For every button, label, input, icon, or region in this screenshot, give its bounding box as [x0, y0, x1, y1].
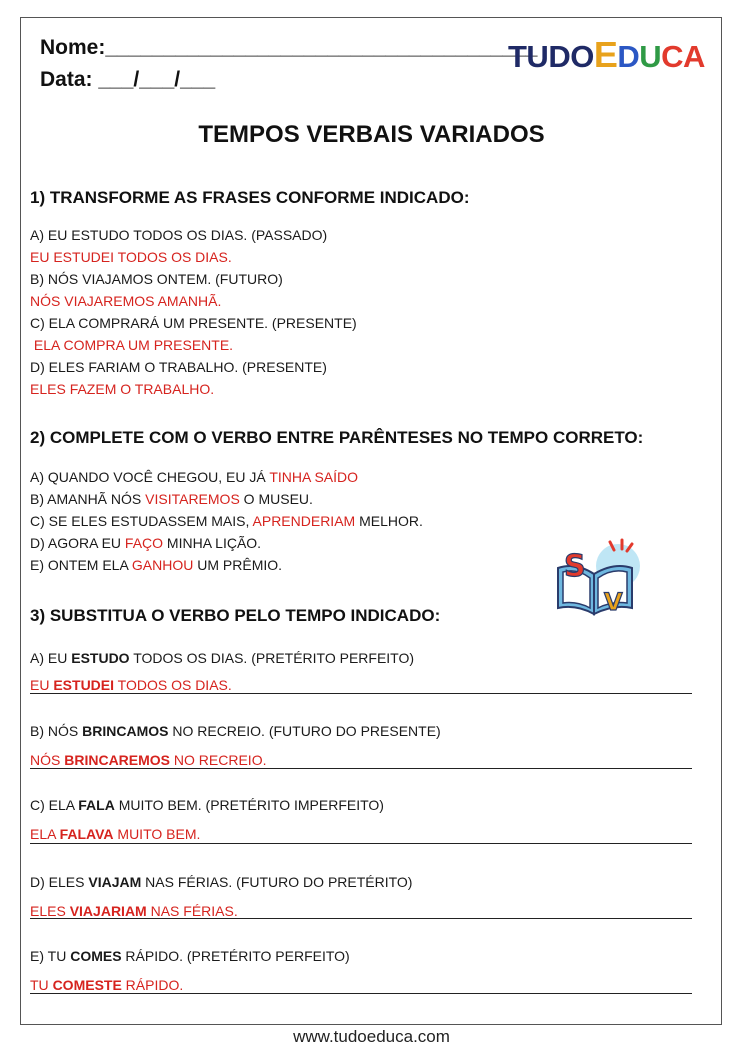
s2-verb-e: GANHOU	[131, 557, 194, 573]
s3-answer-d: ELES VIAJARIAM NAS FÉRIAS.	[30, 903, 238, 919]
s3-question-d: D) ELES VIAJAM NAS FÉRIAS. (FUTURO DO PRETÉRITO)	[30, 874, 413, 890]
s1-answer-c: ELA COMPRA UM PRESENTE.	[30, 337, 234, 353]
name-line: Nome:_____________________________________	[40, 36, 538, 59]
s3-question-c: C) ELA FALA MUITO BEM. (PRETÉRITO IMPERFEITO)	[30, 797, 384, 813]
logo-part-u: U	[639, 39, 662, 74]
s3-answer-b: NÓS BRINCAREMOS NO RECREIO.	[30, 752, 267, 768]
section-1-heading: 1) TRANSFORME AS FRASES CONFORME INDICADO:	[30, 188, 470, 207]
svg-text:V: V	[604, 588, 623, 616]
s3-question-b: B) NÓS BRINCAMOS NO RECREIO. (FUTURO DO PRESENTE)	[30, 723, 441, 739]
logo-part-a: A	[683, 39, 705, 74]
answer-line-c	[30, 843, 692, 844]
s3-verb-e: COMES	[70, 948, 122, 964]
s2-verb-c: APRENDERIAM	[252, 513, 356, 529]
section-3-heading: 3) SUBSTITUA O VERBO PELO TEMPO INDICADO:	[30, 606, 441, 625]
s3-question-a: A) EU ESTUDO TODOS OS DIAS. (PRETÉRITO PERFEITO)	[30, 650, 415, 666]
s1-question-b: B) NÓS VIAJAMOS ONTEM. (FUTURO)	[30, 271, 283, 287]
s3-answer-a: EU ESTUDEI TODOS OS DIAS.	[30, 677, 232, 693]
s2-verb-d: FAÇO	[124, 535, 164, 551]
s1-answer-d: ELES FAZEM O TRABALHO.	[30, 381, 215, 397]
s1-question-d: D) ELES FARIAM O TRABALHO. (PRESENTE)	[30, 359, 327, 375]
logo-part-tudo: TUDO	[508, 39, 594, 74]
s1-question-a: A) EU ESTUDO TODOS OS DIAS. (PASSADO)	[30, 227, 328, 243]
date-line: Data: ___/___/___	[40, 68, 216, 91]
answer-line-d	[30, 918, 692, 919]
s3-verb-d: VIAJAM	[88, 874, 142, 890]
page-title: TEMPOS VERBAIS VARIADOS	[198, 121, 545, 148]
s2-verb-b: VISITAREMOS	[145, 491, 240, 507]
s2-item-c: C) SE ELES ESTUDASSEM MAIS, APRENDERIAM MELHOR.	[30, 513, 423, 529]
answer-line-b	[30, 768, 692, 769]
s1-question-c: C) ELA COMPRARÁ UM PRESENTE. (PRESENTE)	[30, 315, 357, 331]
s2-verb-a: TINHA SAÍDO	[269, 469, 359, 485]
logo-part-c: C	[661, 39, 684, 74]
answer-line-e	[30, 993, 692, 994]
svg-text:S: S	[564, 549, 586, 584]
s2-item-e: E) ONTEM ELA GANHOU UM PRÊMIO.	[30, 557, 283, 573]
s3-verb-b: BRINCAMOS	[82, 723, 169, 739]
tudoeduca-logo	[508, 34, 705, 76]
section-2-heading: 2) COMPLETE COM O VERBO ENTRE PARÊNTESES NO TEMPO CORRETO:	[30, 428, 644, 447]
s2-item-b: B) AMANHÃ NÓS VISITAREMOS O MUSEU.	[30, 491, 313, 507]
s2-item-a: A) QUANDO VOCÊ CHEGOU, EU JÁ TINHA SAÍDO	[30, 469, 359, 485]
logo-part-e: E	[593, 34, 618, 75]
answer-line-a	[30, 693, 692, 694]
s2-item-d: D) AGORA EU FAÇO MINHA LIÇÃO.	[30, 535, 262, 551]
s1-answer-b: NÓS VIAJAREMOS AMANHÃ.	[30, 293, 222, 309]
s3-question-e: E) TU COMES RÁPIDO. (PRETÉRITO PERFEITO)	[30, 948, 350, 964]
s3-answer-e: TU COMESTE RÁPIDO.	[30, 977, 184, 993]
s3-verb-a: ESTUDO	[71, 650, 130, 666]
logo-part-d: D	[617, 39, 640, 74]
s1-answer-a: EU ESTUDEI TODOS OS DIAS.	[30, 249, 232, 265]
book-sv-icon	[552, 536, 642, 620]
s3-answer-c: ELA FALAVA MUITO BEM.	[30, 826, 201, 842]
s3-verb-c: FALA	[78, 797, 115, 813]
footer-url[interactable]: www.tudoeduca.com	[293, 1027, 450, 1046]
